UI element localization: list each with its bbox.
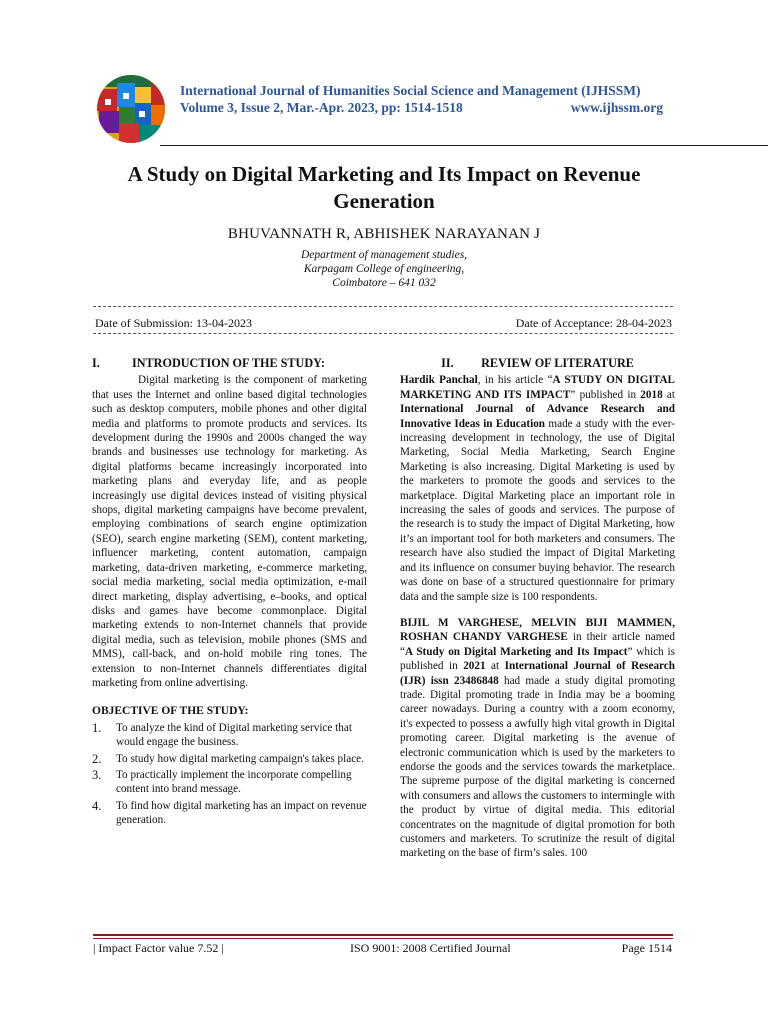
reference-journal: International Journal of Advance Research and Innovative Ideas in Education xyxy=(400,403,675,430)
section-title: INTRODUCTION OF THE STUDY: xyxy=(132,356,325,370)
list-number: 3. xyxy=(92,767,102,782)
submission-date: Date of Submission: 13-04-2023 xyxy=(95,316,252,330)
text-run: made a study with the ever-increasing development in technology, the use of Digital Marketing, Social Media Marketing, Search Engine Marketing is also increasing. Digital Marketing is used by the marketers to promote the goods and services to the marketplace. Digital Marketing place an important role in increasing the sales of goods and services. The purpose of the research is to study the impact of Digital Marketing, how it’s an important tool for both marketers and consumers. The research have also studied the impact of Digital Marketing and its influence on consumer buying behavior. The research was done on base of a structured questionnaire for primary data and the sample size is 100 respondents. xyxy=(400,417,676,603)
footer-rule xyxy=(93,934,673,936)
footer-impact-factor: | Impact Factor value 7.52 | xyxy=(93,941,224,955)
paper-authors: BHUVANNATH R, ABHISHEK NARAYANAN J xyxy=(227,226,541,242)
footer-rule-thin xyxy=(93,938,673,939)
divider-bottom xyxy=(93,333,673,334)
section-number: II. xyxy=(441,356,454,370)
reference-author: BIJIL M VARGHESE, MELVIN BIJI MAMMEN, ROSHAN CHANDY VARGHESE xyxy=(400,616,675,644)
acceptance-date: Date of Acceptance: 28-04-2023 xyxy=(515,316,672,330)
list-item xyxy=(92,799,367,828)
journal-name: International Journal of Humanities Social Science and Management (IJHSSM) xyxy=(180,83,641,98)
left-column xyxy=(92,356,367,830)
right-column xyxy=(400,356,675,861)
footer-page-number: Page 1514 xyxy=(621,941,672,955)
objectives-heading: OBJECTIVE OF THE STUDY: xyxy=(92,705,249,718)
journal-issue: Volume 3, Issue 2, Mar.-Apr. 2023, pp: 1514-1518 xyxy=(180,100,463,115)
affiliation-college: Karpagam College of engineering, xyxy=(303,263,465,275)
list-item xyxy=(92,721,367,750)
section-heading-introduction xyxy=(92,356,367,370)
list-item xyxy=(92,752,367,766)
section-number: I. xyxy=(92,356,100,370)
list-text: To study how digital marketing campaign's takes place. xyxy=(116,752,364,765)
affiliation-city: Coimbatore – 641 032 xyxy=(332,277,436,289)
reference-author: Hardik Panchal xyxy=(400,374,478,387)
literature-paragraph-2 xyxy=(400,616,675,861)
text-run: at xyxy=(662,388,675,401)
divider-top xyxy=(93,306,673,307)
text-run: ” which is published in xyxy=(400,645,675,673)
list-text: To find how digital marketing has an impact on revenue generation. xyxy=(116,799,367,827)
reference-year: 2018 xyxy=(640,388,663,401)
footer-iso: ISO 9001: 2008 Certified Journal xyxy=(350,941,511,955)
list-number: 1. xyxy=(92,720,102,735)
reference-article-title: A Study on Digital Marketing and Its Impact xyxy=(404,645,628,658)
list-item xyxy=(92,768,367,797)
reference-journal: International Journal of Research (IJR) issn 23486848 xyxy=(400,660,675,687)
journal-url[interactable]: www.ijhssm.org xyxy=(570,100,663,115)
introduction-paragraph: Digital marketing is the component of marketing that uses the Internet and online based digital technologies such as desktop computers, mobile phones and other digital media and platforms to promote products and services. Its development during the 1990s and 2000s changed the way brands and businesses use technology for marketing. As digital platforms became increasingly incorporated into marketing plans and everyday life, and as people increasingly use digital devices instead of visiting physical shops, digital marketing campaigns have become prevalent, employing combinations of search engine optimization (SEO), search engine marketing (SEM), content marketing, influencer marketing, content automation, campaign marketing, data-driven marketing, e-commerce marketing, social media marketing, social media optimization, e-mail direct marketing, display advertising, e–books, and optical disks and games have become commonplace. Digital marketing extends to non-Internet channels that provide digital media, such as television, mobile phones (SMS and MMS), call-back, and on-hold mobile ring tones. The extension to non-Internet channels differentiates digital marketing from online advertising. xyxy=(92,374,367,689)
objectives-list xyxy=(92,721,367,828)
journal-logo-icon xyxy=(93,69,169,145)
text-run: at xyxy=(485,660,505,673)
text-run: had made a study digital promoting trade. Digital promoting trade in India may be a booming career nowadays. During a country with a zoom economy, it's expected to possess a awfully high vital growth in Digital promoting career. Digital marketing is the avenue of electronic communication which is used by the marketers to endorse the goods and the services towards the marketplace. The supreme purpose of the digital marketing is concerned with consumers and allows the customers to intermingle with the product by virtue of digital media. This editorial concentrates on the magnitude of digital promotion for both customers and marketers. To scrutinize the result of digital marketing on the base of firm’s sales. 100 xyxy=(400,674,675,860)
reference-article-title: A STUDY ON DIGITAL MARKETING AND ITS IMPACT xyxy=(400,374,675,401)
text-run: in their article named “ xyxy=(400,631,675,658)
literature-paragraph-1 xyxy=(400,373,675,604)
paper-title: A Study on Digital Marketing and Its Impact on Revenue Generation xyxy=(127,162,641,213)
section-heading-literature xyxy=(400,356,675,370)
header-rule xyxy=(160,145,768,146)
list-text: To analyze the kind of Digital marketing service that would engage the business. xyxy=(116,721,352,749)
section-title: REVIEW OF LITERATURE xyxy=(481,356,634,370)
list-text: To practically implement the incorporate compelling content into brand message. xyxy=(116,768,352,796)
text-run: , in his article “ xyxy=(477,374,553,387)
list-number: 2. xyxy=(92,751,102,766)
list-number: 4. xyxy=(92,798,102,813)
text-run: ” published in xyxy=(570,388,641,401)
paragraph-gap xyxy=(400,604,675,616)
reference-year: 2021 xyxy=(463,660,486,673)
affiliation-department: Department of management studies, xyxy=(300,249,468,261)
